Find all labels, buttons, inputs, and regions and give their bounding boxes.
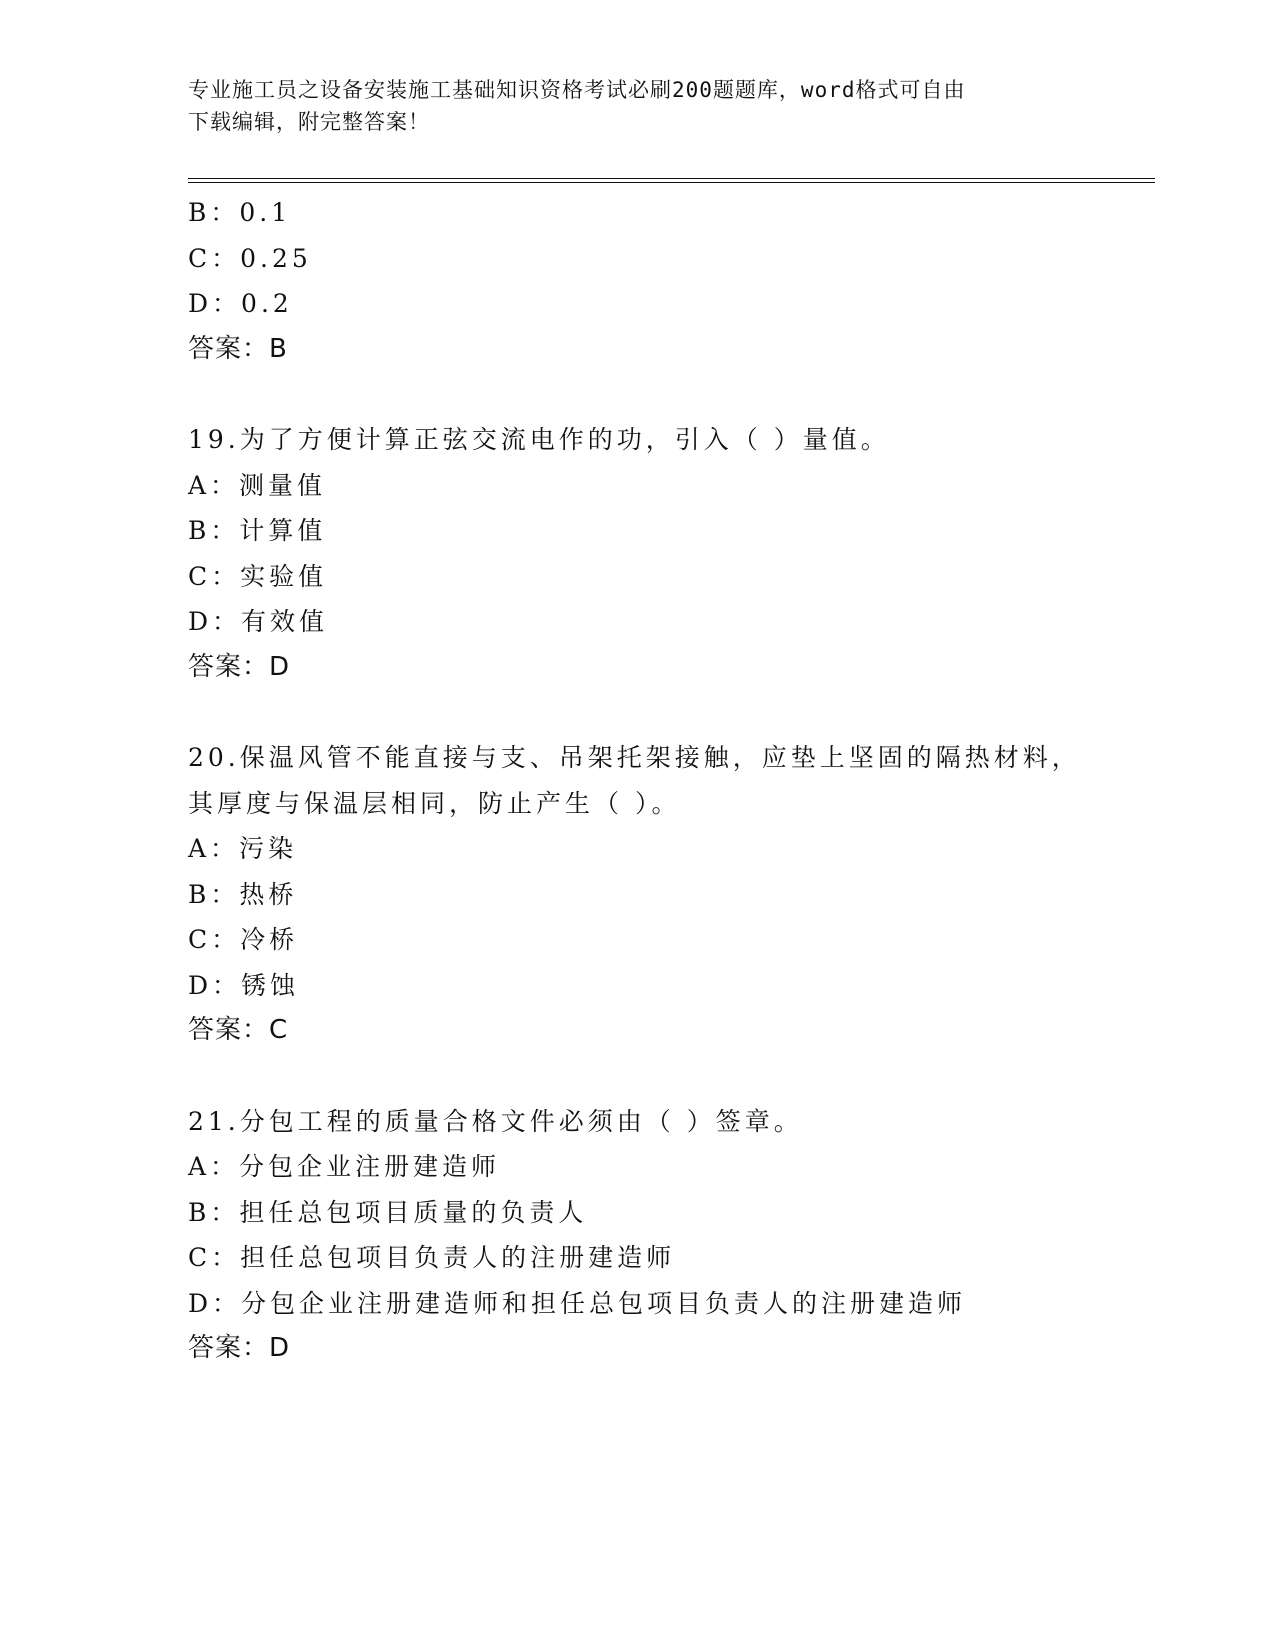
header-divider [188,178,1155,183]
option-b: B：担任总包项目质量的负责人 [188,1197,588,1227]
option-b: B：热桥 [188,879,298,909]
question-20 [188,735,1088,1054]
option-b: B：0.1 [188,198,292,227]
answer-line: 答案：C [188,1015,289,1045]
question-stem-line-1: 20.保温风管不能直接与支、吊架托架接触，应垫上坚固的隔热材料， [188,743,1081,772]
option-c: C：0.25 [188,243,312,273]
option-d: D：分包企业注册建造师和担任总包项目负责人的注册建造师 [188,1288,967,1318]
answer-line: 答案：D [188,651,291,682]
question-19 [188,417,1088,690]
header-line-2: 下载编辑，附完整答案！ [188,110,430,134]
question-stem-line-2: 其厚度与保温层相同，防止产生（ ）。 [188,788,681,818]
option-a: A：污染 [188,834,298,863]
header-line-1: 专业施工员之设备安装施工基础知识资格考试必刷200题题库，word格式可自由 [188,78,966,102]
continued-question [188,190,1088,372]
question-list [188,190,1088,1372]
document-header [188,74,1068,138]
option-a: A：测量值 [188,470,327,500]
option-d: D：锈蚀 [188,970,300,1000]
option-a: A：分包企业注册建造师 [188,1152,501,1181]
question-stem: 21.分包工程的质量合格文件必须由（ ）签章。 [188,1106,803,1136]
option-c: C：冷桥 [188,925,299,954]
option-c: C：实验值 [188,561,328,591]
answer-line: 答案：D [188,1333,291,1363]
option-d: D：0.2 [188,289,293,318]
option-b: B：计算值 [188,516,327,545]
question-21 [188,1099,1088,1372]
option-c: C：担任总包项目负责人的注册建造师 [188,1243,676,1272]
option-d: D：有效值 [188,607,329,636]
answer-line: 答案：B [188,333,288,364]
question-stem: 19.为了方便计算正弦交流电作的功，引入（ ）量值。 [188,425,890,454]
